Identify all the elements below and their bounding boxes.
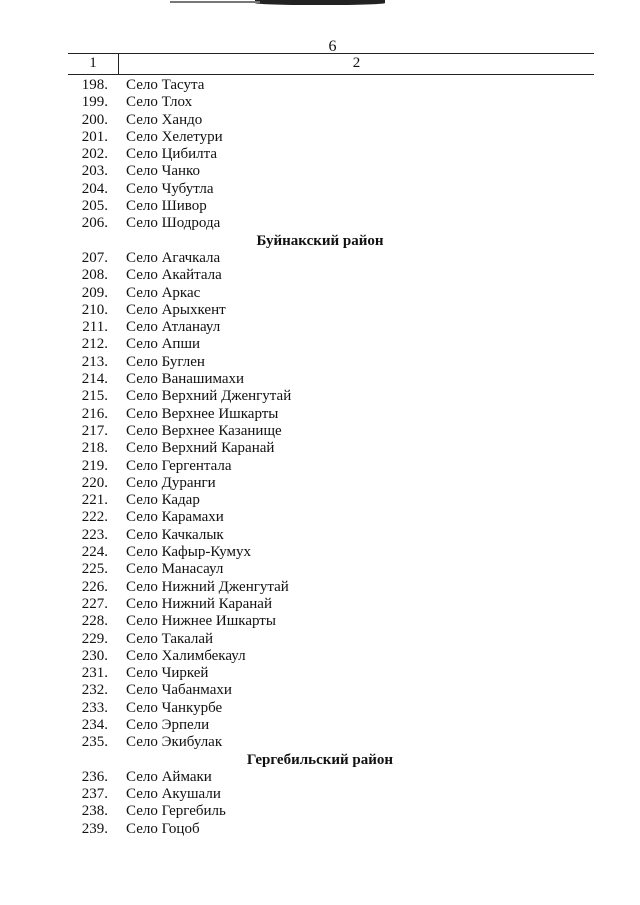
item-number: 210. — [81, 301, 108, 318]
list-item — [0, 371, 640, 388]
list-item — [0, 250, 640, 267]
list-item — [0, 631, 640, 648]
settlement-name: Село Аркас — [126, 284, 201, 301]
item-number: 230. — [81, 647, 108, 664]
item-number: 218. — [81, 440, 108, 457]
list-item — [0, 475, 640, 492]
settlement-name: Село Нижнее Ишкарты — [126, 613, 276, 630]
item-number: 239. — [81, 820, 108, 837]
settlement-name: Село Акайтала — [126, 267, 222, 284]
item-number: 233. — [81, 699, 108, 716]
settlement-name: Село Ванашимахи — [126, 371, 245, 388]
item-number: 208. — [81, 267, 108, 284]
list-item — [0, 544, 640, 561]
list-item — [0, 769, 640, 786]
list-item — [0, 492, 640, 509]
page-number: 6 — [328, 38, 337, 55]
column-header-2: 2 — [352, 55, 361, 71]
item-number: 220. — [81, 474, 108, 491]
list-item — [0, 458, 640, 475]
settlement-name: Село Чабанмахи — [126, 682, 232, 699]
settlement-name: Село Апши — [126, 336, 201, 353]
district-heading: Буйнакский район — [256, 232, 384, 249]
list-item — [0, 336, 640, 353]
settlement-name: Село Гоцоб — [126, 820, 200, 837]
settlement-name: Село Экибулак — [126, 734, 223, 751]
list-item — [0, 94, 640, 111]
item-number: 209. — [81, 284, 108, 301]
list-item — [0, 734, 640, 751]
item-number: 207. — [81, 249, 108, 266]
item-number: 201. — [81, 128, 108, 145]
item-number: 205. — [81, 198, 108, 215]
list-item — [0, 112, 640, 129]
settlement-name: Село Чанко — [126, 163, 201, 180]
settlement-name: Село Гергебиль — [126, 803, 226, 820]
item-number: 211. — [82, 319, 108, 336]
settlement-name: Село Хелетури — [126, 128, 223, 145]
item-number: 222. — [81, 509, 108, 526]
list-item — [0, 786, 640, 803]
settlement-name: Село Чанкурбе — [126, 699, 223, 716]
list-item — [0, 821, 640, 838]
item-number: 219. — [81, 457, 108, 474]
item-number: 234. — [81, 716, 108, 733]
item-number: 199. — [81, 94, 108, 111]
list-item — [0, 700, 640, 717]
settlement-name: Село Хандо — [126, 111, 203, 128]
item-number: 232. — [81, 682, 108, 699]
list-item — [0, 129, 640, 146]
list-item — [0, 423, 640, 440]
column-header-1: 1 — [89, 55, 97, 71]
item-number: 228. — [81, 613, 108, 630]
list-item — [0, 682, 640, 699]
list-item — [0, 198, 640, 215]
item-number: 229. — [81, 630, 108, 647]
list-item — [0, 302, 640, 319]
list-item — [0, 509, 640, 526]
item-number: 203. — [81, 163, 108, 180]
settlement-name: Село Шивор — [126, 198, 207, 215]
item-number: 226. — [81, 578, 108, 595]
item-number: 217. — [81, 422, 108, 439]
settlement-name: Село Тасута — [126, 77, 205, 93]
list-item — [0, 77, 640, 94]
item-number: 213. — [81, 353, 108, 370]
settlement-name: Село Арыхкент — [126, 301, 226, 318]
item-number: 214. — [81, 371, 108, 388]
list-item — [0, 181, 640, 198]
settlement-name: Село Дуранги — [126, 474, 216, 491]
item-number: 221. — [81, 492, 108, 509]
item-number: 236. — [81, 768, 108, 785]
settlement-name: Село Халимбекаул — [126, 647, 246, 664]
list-item — [0, 267, 640, 284]
item-number: 231. — [81, 665, 108, 682]
list-item — [0, 285, 640, 302]
list-item — [0, 717, 640, 734]
list-item — [0, 146, 640, 163]
settlement-name: Село Нижний Каранай — [126, 595, 272, 612]
settlement-name: Село Агачкала — [126, 249, 221, 266]
settlement-name: Село Такалай — [126, 630, 214, 647]
settlement-name: Село Цибилта — [126, 146, 217, 163]
item-number: 216. — [81, 405, 108, 422]
settlement-name: Село Манасаул — [126, 561, 224, 578]
list-item — [0, 319, 640, 336]
scan-artifact — [255, 0, 385, 5]
settlement-name: Село Карамахи — [126, 509, 224, 526]
list-item — [0, 648, 640, 665]
list-item — [0, 406, 640, 423]
settlement-name: Село Аймаки — [126, 768, 212, 785]
item-number: 204. — [81, 180, 108, 197]
item-number: 206. — [81, 215, 108, 232]
scan-artifact — [170, 1, 260, 3]
item-number: 200. — [81, 111, 108, 128]
item-number: 224. — [81, 544, 108, 561]
settlement-name: Село Верхнее Ишкарты — [126, 405, 279, 422]
item-number: 215. — [81, 388, 108, 405]
settlement-name: Село Атланаул — [126, 319, 221, 336]
list-item — [0, 561, 640, 578]
item-number: 198. — [81, 77, 108, 93]
item-number: 237. — [81, 786, 108, 803]
list-item — [0, 215, 640, 232]
list-item — [0, 163, 640, 180]
table-header — [68, 53, 594, 75]
settlement-name: Село Гергентала — [126, 457, 232, 474]
list-item — [0, 596, 640, 613]
settlement-name: Село Чубутла — [126, 180, 214, 197]
settlement-name: Село Тлох — [126, 94, 193, 111]
settlement-name: Село Буглен — [126, 353, 205, 370]
list-item — [0, 665, 640, 682]
list-item — [0, 388, 640, 405]
settlement-name: Село Кадар — [126, 492, 200, 509]
list-item — [0, 354, 640, 371]
settlement-name: Село Эрпели — [126, 716, 210, 733]
item-number: 202. — [81, 146, 108, 163]
item-number: 235. — [81, 734, 108, 751]
list-item — [0, 613, 640, 630]
list-item — [0, 440, 640, 457]
settlement-list — [0, 77, 640, 838]
settlement-name: Село Качкалык — [126, 526, 224, 543]
settlement-name: Село Верхний Каранай — [126, 440, 275, 457]
item-number: 238. — [81, 803, 108, 820]
settlement-name: Село Нижний Дженгутай — [126, 578, 289, 595]
list-item — [0, 803, 640, 820]
settlement-name: Село Чиркей — [126, 665, 209, 682]
item-number: 223. — [81, 526, 108, 543]
item-number: 225. — [81, 561, 108, 578]
item-number: 212. — [81, 336, 108, 353]
settlement-name: Село Акушали — [126, 786, 221, 803]
item-number: 227. — [81, 595, 108, 612]
settlement-name: Село Кафыр-Кумух — [126, 544, 252, 561]
settlement-name: Село Шодрода — [126, 215, 221, 232]
list-item — [0, 527, 640, 544]
settlement-name: Село Верхнее Казанище — [126, 422, 282, 439]
list-item — [0, 579, 640, 596]
district-heading: Гергебильский район — [246, 751, 394, 768]
settlement-name: Село Верхний Дженгутай — [126, 388, 292, 405]
